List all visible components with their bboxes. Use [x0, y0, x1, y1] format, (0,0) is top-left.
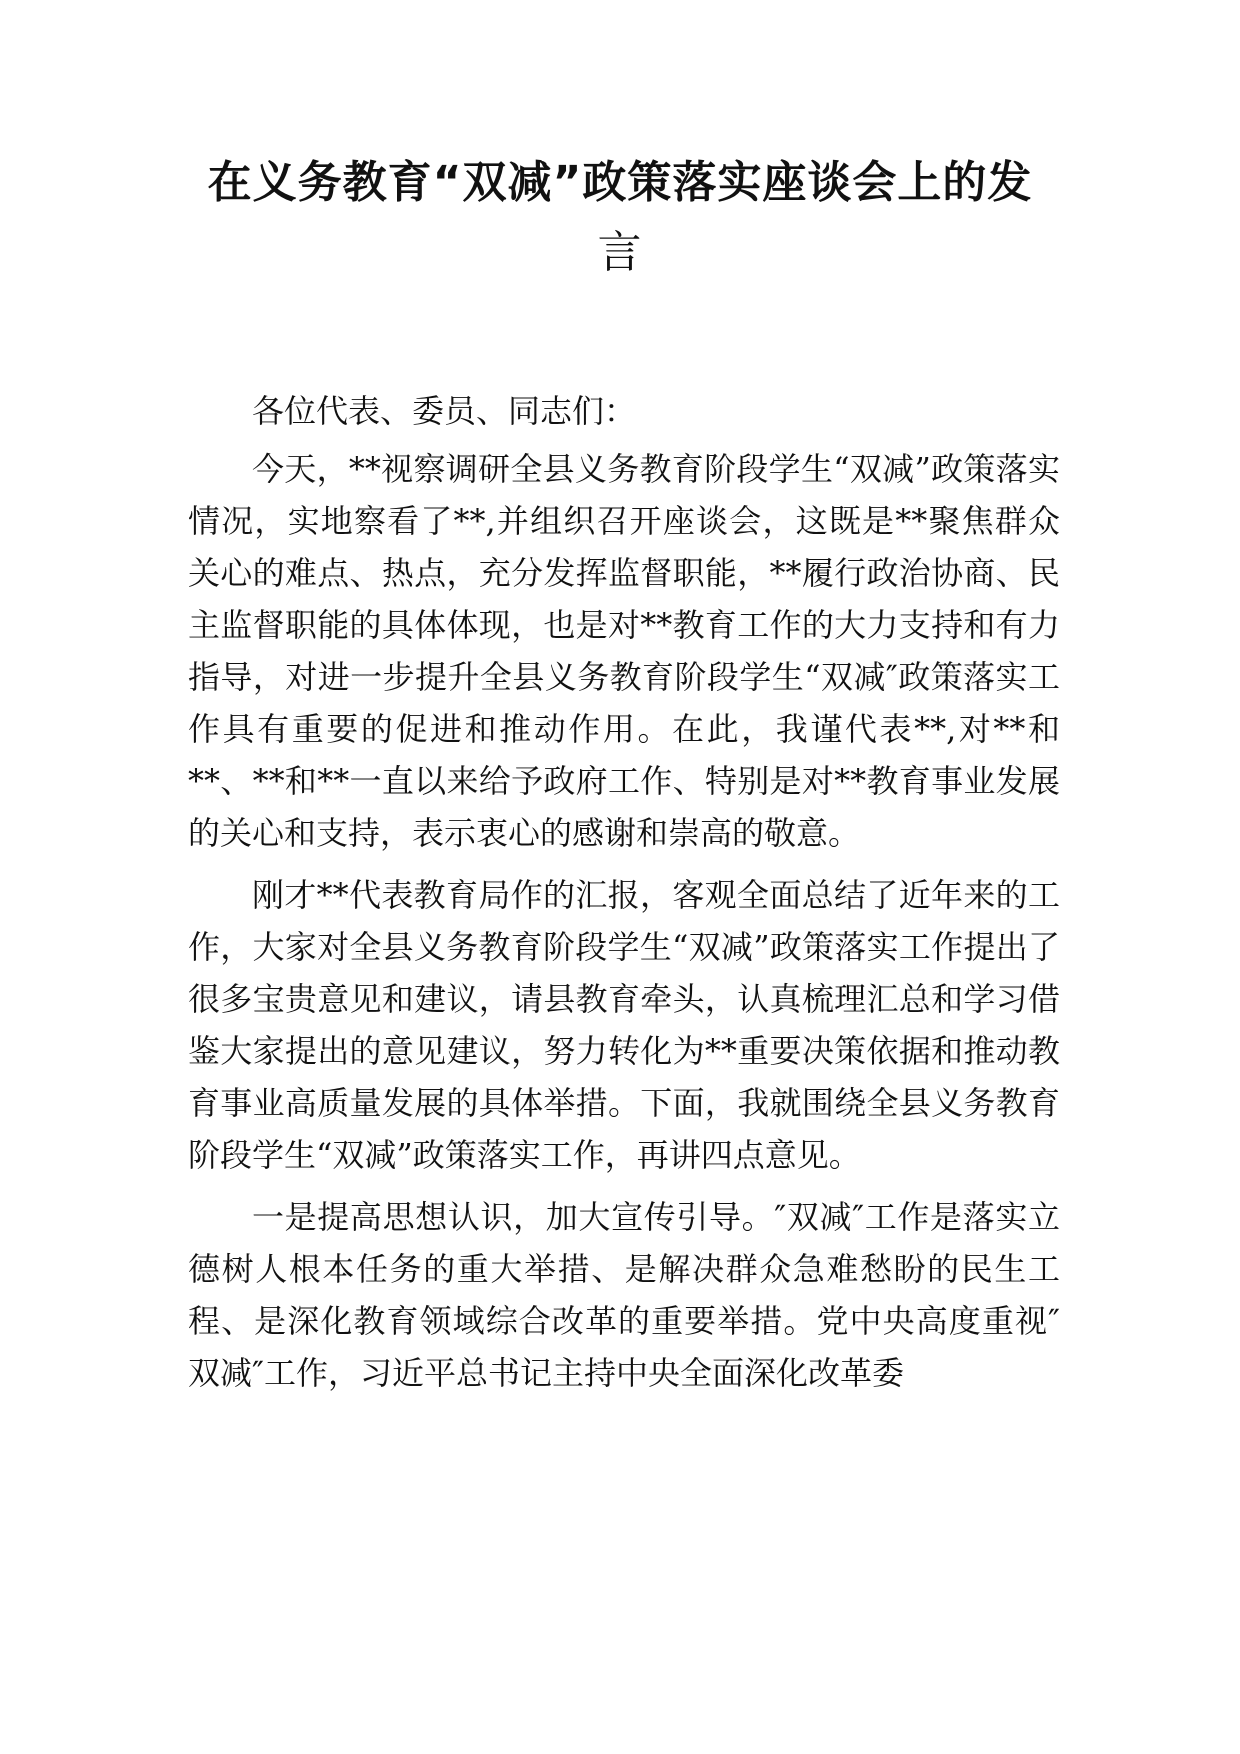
title-line-2: 言: [597, 227, 643, 278]
paragraph-1: 今天，**视察调研全县义务教育阶段学生“双减”政策落实情况，实地察看了**,并组织召开座谈会，这既是**聚焦群众关心的难点、热点，充分发挥监督职能，**履行政治协商、民主监督职能的具体体现，也是对**教育工作的大力支持和有力指导，对进一步提升全县义务教育阶段学生“双减″政策落实工作具有重要的促进和推动作用。在此，我谨代表**,对**和**、**和**一直以来给予政府工作、特别是对**教育事业发展的关心和支持，表示衷心的感谢和崇高的敬意。: [188, 450, 1060, 852]
document-title: [185, 148, 1055, 288]
paragraph-3: 一是提高思想认识，加大宣传引导。″双减″工作是落实立德树人根本任务的重大举措、是解决群众急难愁盼的民生工程、是深化教育领域综合改革的重要举措。党中央高度重视″双减″工作，习近平总书记主持中央全面深化改革委: [188, 1198, 1060, 1392]
salutation: 各位代表、委员、同志们：: [252, 392, 637, 430]
paragraph-2: 刚才**代表教育局作的汇报，客观全面总结了近年来的工作，大家对全县义务教育阶段学生“双减”政策落实工作提出了很多宝贵意见和建议，请县教育牵头，认真梳理汇总和学习借鉴大家提出的意见建议，努力转化为**重要决策依据和推动教育事业高质量发展的具体举措。下面，我就围绕全县义务教育阶段学生“双减”政策落实工作，再讲四点意见。: [188, 876, 1060, 1174]
document-body: [188, 385, 1060, 1399]
title-line-1: 在义务教育“双减”政策落实座谈会上的发: [207, 157, 1033, 208]
